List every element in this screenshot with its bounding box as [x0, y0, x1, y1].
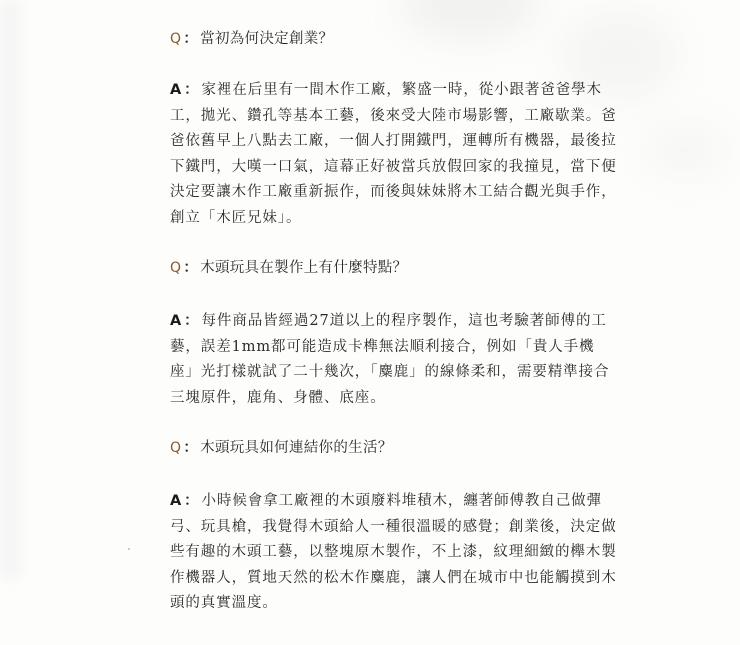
question-label: Q — [170, 260, 182, 276]
question-text: 木頭玩具如何連結你的生活？ — [200, 440, 393, 456]
answer-text: 小時候會拿工廠裡的木頭廢料堆積木，纏著師傅教自己做彈 — [201, 493, 602, 509]
answer-line: 決定要讓木作工廠重新振作，而後與妹妹將木工結合觀光與手作， — [170, 184, 617, 200]
answer-label: A — [170, 313, 183, 329]
answer-line: 工，拋光、鑽孔等基本工藝，後來受大陸市場影響，工廠歇業。爸 — [170, 107, 617, 124]
answer-line: 三塊原件，鹿角、身體、底座。 — [170, 389, 386, 406]
answer — [170, 489, 617, 617]
scan-edge-shadow — [0, 0, 20, 579]
qa-block — [170, 259, 610, 411]
question — [170, 439, 570, 457]
answer-line: 創立「木匠兄妹」。 — [170, 209, 302, 226]
answer — [170, 309, 610, 411]
question-colon: ： — [183, 440, 199, 456]
answer-line — [170, 309, 607, 335]
question — [170, 30, 570, 48]
question-colon: ： — [183, 260, 199, 276]
answer-line: 爸依舊早上八點去工廠，一個人打開鐵門，運轉所有機器，最後拉 — [170, 133, 617, 149]
answer-colon: ： — [184, 493, 200, 509]
question-label: Q — [170, 440, 182, 456]
question-label: Q — [170, 31, 182, 47]
answer-line: 作機器人，質地天然的松木作麋鹿，讓人們在城市中也能觸摸到木 — [170, 569, 617, 586]
question — [170, 259, 570, 277]
answer-text: 家裡在后里有一間木作工廠，繁盛一時，從小跟著爸爸學木 — [201, 82, 602, 98]
answer-line: 下鐵門，大嘆一口氣，這幕正好被當兵放假回家的我撞見，當下便 — [170, 158, 617, 175]
scan-smudge — [640, 120, 730, 180]
answer-colon: ： — [184, 82, 200, 98]
qa-block — [170, 439, 617, 617]
answer-line: 些有趣的木頭工藝，以整塊原木製作，不上漆，紋理細緻的櫸木製 — [170, 544, 617, 560]
answer-line: 藝，誤差1mm都可能造成卡榫無法順利接合，例如「貴人手機 — [170, 338, 595, 355]
answer-line: 弓、玩具槍，我覺得木頭給人一種很溫暖的感覺；創業後，決定做 — [170, 518, 617, 535]
answer-text: 每件商品皆經過27道以上的程序製作，這也考驗著師傅的工 — [201, 313, 607, 329]
interview-article — [170, 30, 617, 645]
qa-block — [170, 30, 617, 231]
answer-label: A — [170, 82, 183, 98]
question-text: 當初為何決定創業？ — [200, 31, 334, 47]
answer-line — [170, 489, 602, 515]
answer-line: 頭的真實溫度。 — [170, 595, 278, 611]
answer-colon: ： — [184, 313, 200, 329]
question-colon: ： — [183, 31, 199, 47]
answer-line — [170, 78, 602, 104]
scan-speck — [128, 548, 130, 550]
answer-label: A — [170, 493, 183, 509]
question-text: 木頭玩具在製作上有什麼特點？ — [200, 260, 408, 276]
answer-line: 座」光打樣就試了二十幾次，「麋鹿」的線條柔和，需要精準接合 — [170, 364, 610, 380]
answer — [170, 78, 617, 231]
